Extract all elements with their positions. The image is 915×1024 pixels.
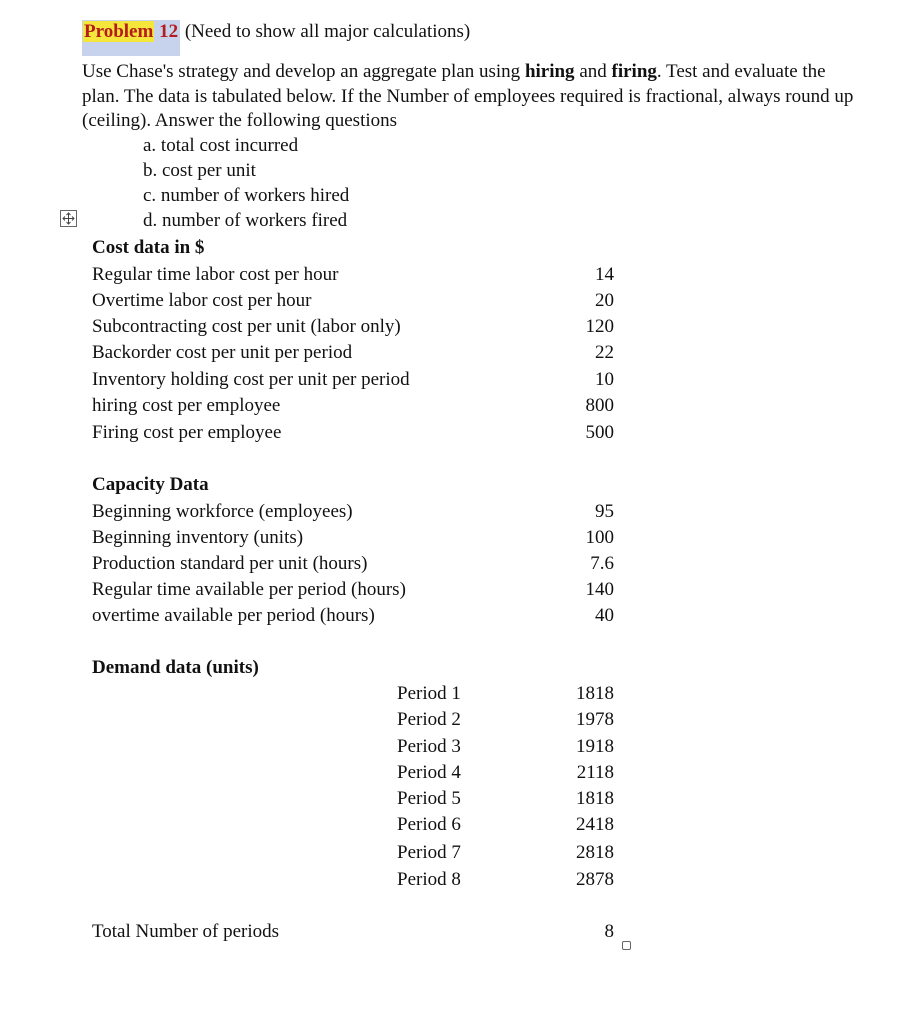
capacity-data-heading: Capacity Data: [92, 474, 209, 495]
demand-period-value: 2118: [576, 762, 614, 783]
cost-row-label: Firing cost per employee: [92, 422, 282, 443]
capacity-row-label: Beginning inventory (units): [92, 527, 304, 548]
capacity-row-value: 95: [595, 501, 614, 522]
table-resize-handle-icon[interactable]: [622, 941, 631, 950]
demand-data-heading: Demand data (units): [92, 657, 259, 678]
capacity-row-value: 140: [585, 579, 614, 600]
demand-period-value: 1978: [576, 709, 614, 730]
cost-row-value: 500: [585, 422, 614, 443]
problem-word: Problem: [84, 21, 154, 42]
cost-row-label: Overtime labor cost per hour: [92, 290, 312, 311]
demand-period-value: 2418: [576, 814, 614, 835]
hiring-bold: hiring: [524, 61, 575, 82]
demand-period-label: Period 3: [397, 736, 461, 757]
demand-period-value: 2818: [576, 842, 614, 863]
intro-paragraph: Use Chase's strategy and develop an aggregate plan using hiring and firing. Test and evaluate the plan. The data is tabulated below. If the Number of employees required is fractional, always round up (ceiling). Answer the following questions: [82, 61, 854, 131]
cost-row-label: hiring cost per employee: [92, 395, 281, 416]
demand-period-label: Period 6: [397, 814, 461, 835]
firing-bold: firing: [611, 61, 657, 82]
demand-period-label: Period 2: [397, 709, 461, 730]
demand-period-value: 2878: [576, 869, 614, 890]
demand-period-label: Period 4: [397, 762, 461, 783]
cost-row-value: 22: [595, 342, 614, 363]
cost-data-heading: Cost data in $: [92, 237, 205, 258]
demand-period-value: 1818: [576, 788, 614, 809]
question-b: b. cost per unit: [143, 160, 256, 181]
table-move-handle-icon[interactable]: [60, 210, 77, 227]
title-highlight: [82, 20, 180, 56]
demand-period-value: 1818: [576, 683, 614, 704]
problem-number: 12: [159, 21, 179, 42]
demand-period-label: Period 1: [397, 683, 461, 704]
cost-row-value: 800: [585, 395, 614, 416]
capacity-row-label: Beginning workforce (employees): [92, 501, 353, 522]
capacity-row-value: 7.6: [590, 553, 614, 574]
demand-period-value: 1918: [576, 736, 614, 757]
question-d: d. number of workers fired: [143, 210, 348, 231]
capacity-row-value: 100: [585, 527, 614, 548]
total-periods-label: Total Number of periods: [92, 921, 280, 942]
problem-subtitle: (Need to show all major calculations): [184, 21, 471, 42]
capacity-row-label: Regular time available per period (hours): [92, 579, 406, 600]
cost-row-label: Regular time labor cost per hour: [92, 264, 339, 285]
demand-period-label: Period 7: [397, 842, 461, 863]
cost-row-value: 14: [595, 264, 614, 285]
capacity-row-label: Production standard per unit (hours): [92, 553, 368, 574]
cost-row-label: Subcontracting cost per unit (labor only): [92, 316, 401, 337]
question-a: a. total cost incurred: [143, 135, 299, 156]
question-c: c. number of workers hired: [143, 185, 350, 206]
total-periods-value: 8: [604, 921, 614, 942]
demand-period-label: Period 8: [397, 869, 461, 890]
cost-row-value: 120: [585, 316, 614, 337]
cost-row-value: 20: [595, 290, 614, 311]
cost-row-label: Backorder cost per unit per period: [92, 342, 353, 363]
cost-row-label: Inventory holding cost per unit per period: [92, 369, 410, 390]
problem-title: [82, 20, 470, 56]
demand-period-label: Period 5: [397, 788, 461, 809]
cost-row-value: 10: [595, 369, 614, 390]
capacity-row-label: overtime available per period (hours): [92, 605, 375, 626]
capacity-row-value: 40: [595, 605, 614, 626]
